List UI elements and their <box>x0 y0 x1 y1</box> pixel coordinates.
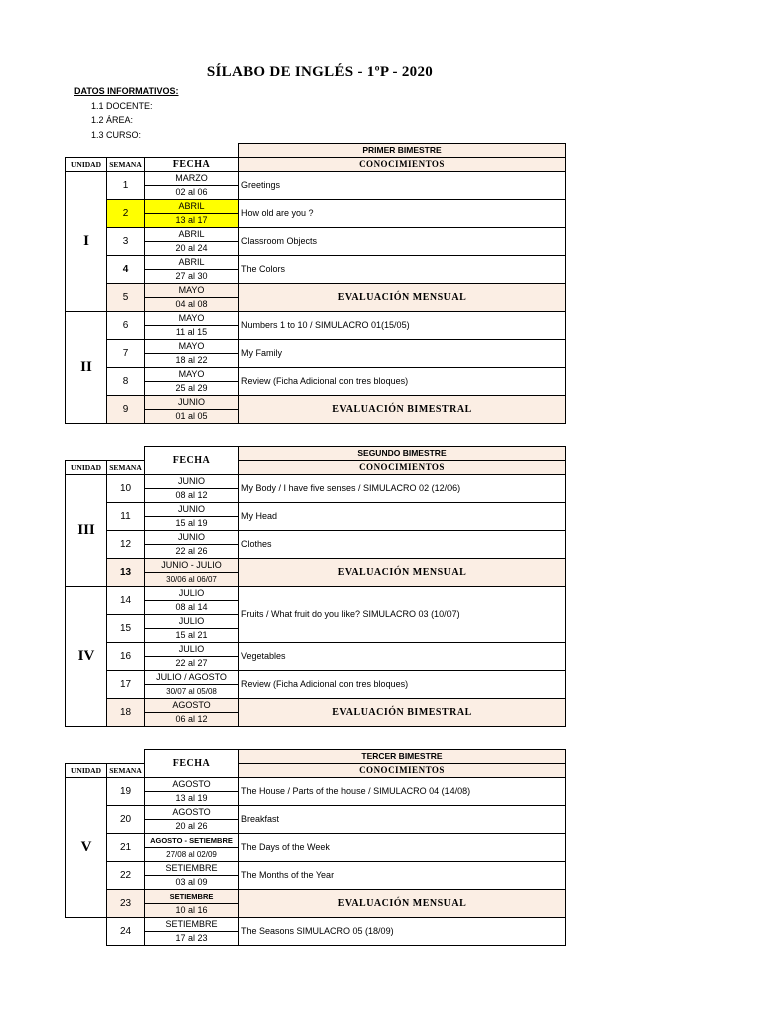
unit-cell: II <box>66 312 107 424</box>
week-number: 12 <box>107 531 145 559</box>
evaluation-label: EVALUACIÓN MENSUAL <box>239 559 566 587</box>
week-number: 4 <box>107 256 145 284</box>
week-month: SETIEMBRE <box>145 862 239 876</box>
week-range: 30/06 al 06/07 <box>145 573 239 587</box>
week-topic: The Colors <box>239 256 566 284</box>
week-topic: Classroom Objects <box>239 228 566 256</box>
week-month: ABRIL <box>145 228 239 242</box>
week-range: 13 al 17 <box>145 214 239 228</box>
week-month: ABRIL <box>145 256 239 270</box>
evaluation-label: EVALUACIÓN MENSUAL <box>239 890 566 918</box>
week-range: 08 al 14 <box>145 601 239 615</box>
week-number: 11 <box>107 503 145 531</box>
evaluation-label: EVALUACIÓN BIMESTRAL <box>239 699 566 727</box>
week-number: 19 <box>107 778 145 806</box>
week-number: 14 <box>107 587 145 615</box>
week-number: 3 <box>107 228 145 256</box>
week-topic: My Body / I have five senses / SIMULACRO 02 (12/06) <box>239 475 566 503</box>
conocimientos-header: CONOCIMIENTOS <box>239 158 566 172</box>
week-month: MAYO <box>145 340 239 354</box>
week-month: AGOSTO - SETIEMBRE <box>145 834 239 848</box>
week-number: 9 <box>107 396 145 424</box>
week-topic: Clothes <box>239 531 566 559</box>
week-number: 16 <box>107 643 145 671</box>
semana-header: SEMANA <box>107 158 145 172</box>
segundo-bimestre-section <box>65 446 566 727</box>
unidad-header: UNIDAD <box>66 158 107 172</box>
document-title: SÍLABO DE INGLÉS - 1ºP - 2020 <box>206 64 434 80</box>
week-number: 23 <box>107 890 145 918</box>
week-range: 22 al 27 <box>145 657 239 671</box>
week-topic: The Seasons SIMULACRO 05 (18/09) <box>239 918 566 946</box>
unidad-header: UNIDAD <box>66 764 107 778</box>
week-range: 18 al 22 <box>145 354 239 368</box>
tercer-bimestre-section <box>65 749 566 946</box>
week-topic: The Months of the Year <box>239 862 566 890</box>
semana-header: SEMANA <box>107 764 145 778</box>
week-range: 15 al 21 <box>145 629 239 643</box>
week-topic: How old are you ? <box>239 200 566 228</box>
week-range: 20 al 24 <box>145 242 239 256</box>
fecha-header: FECHA <box>145 158 239 172</box>
week-range: 15 al 19 <box>145 517 239 531</box>
bimestre-name: TERCER BIMESTRE <box>239 750 566 764</box>
week-range: 25 al 29 <box>145 382 239 396</box>
week-topic: Greetings <box>239 172 566 200</box>
week-range: 13 al 19 <box>145 792 239 806</box>
evaluation-label: EVALUACIÓN MENSUAL <box>239 284 566 312</box>
bimestre-name: SEGUNDO BIMESTRE <box>239 447 566 461</box>
week-month: JUNIO <box>145 396 239 410</box>
unit-cell: IV <box>66 587 107 727</box>
week-number: 2 <box>107 200 145 228</box>
week-topic: Fruits / What fruit do you like? SIMULACRO 03 (10/07) <box>239 587 566 643</box>
week-number: 15 <box>107 615 145 643</box>
bimestre-name: PRIMER BIMESTRE <box>239 144 566 158</box>
conocimientos-header: CONOCIMIENTOS <box>239 461 566 475</box>
week-topic: Breakfast <box>239 806 566 834</box>
week-number: 5 <box>107 284 145 312</box>
week-number: 8 <box>107 368 145 396</box>
week-number: 10 <box>107 475 145 503</box>
week-month: MARZO <box>145 172 239 186</box>
week-month: JUNIO <box>145 475 239 489</box>
fecha-header: FECHA <box>145 447 239 475</box>
week-range: 03 al 09 <box>145 876 239 890</box>
week-number: 21 <box>107 834 145 862</box>
week-topic: My Family <box>239 340 566 368</box>
week-range: 27 al 30 <box>145 270 239 284</box>
fecha-header: FECHA <box>145 750 239 778</box>
week-range: 02 al 06 <box>145 186 239 200</box>
week-month: JULIO <box>145 615 239 629</box>
week-month: AGOSTO <box>145 699 239 713</box>
curso-label: 1.3 CURSO: <box>91 130 142 140</box>
week-month: AGOSTO <box>145 806 239 820</box>
week-topic: Vegetables <box>239 643 566 671</box>
week-range: 30/07 al 05/08 <box>145 685 239 699</box>
week-topic: Review (Ficha Adicional con tres bloques) <box>239 368 566 396</box>
week-topic: The Days of the Week <box>239 834 566 862</box>
week-month: JULIO <box>145 643 239 657</box>
week-number: 20 <box>107 806 145 834</box>
week-topic: The House / Parts of the house / SIMULACRO 04 (14/08) <box>239 778 566 806</box>
week-range: 10 al 16 <box>145 904 239 918</box>
week-number: 22 <box>107 862 145 890</box>
week-range: 20 al 26 <box>145 820 239 834</box>
unidad-header: UNIDAD <box>66 461 107 475</box>
week-range: 22 al 26 <box>145 545 239 559</box>
week-range: 08 al 12 <box>145 489 239 503</box>
tercer-bimestre-table <box>65 749 566 946</box>
area-label: 1.2 ÁREA: <box>91 115 134 125</box>
week-month: JULIO <box>145 587 239 601</box>
week-range: 06 al 12 <box>145 713 239 727</box>
week-range: 04 al 08 <box>145 298 239 312</box>
week-topic: Numbers 1 to 10 / SIMULACRO 01(15/05) <box>239 312 566 340</box>
evaluation-label: EVALUACIÓN BIMESTRAL <box>239 396 566 424</box>
unit-cell: V <box>66 778 107 918</box>
week-number: 13 <box>107 559 145 587</box>
week-month: JUNIO - JULIO <box>145 559 239 573</box>
week-month: ABRIL <box>145 200 239 214</box>
week-number: 18 <box>107 699 145 727</box>
week-number: 1 <box>107 172 145 200</box>
week-topic: Review (Ficha Adicional con tres bloques) <box>239 671 566 699</box>
week-topic: My Head <box>239 503 566 531</box>
week-month: SETIEMBRE <box>145 890 239 904</box>
week-month: MAYO <box>145 312 239 326</box>
week-range: 17 al 23 <box>145 932 239 946</box>
week-number: 7 <box>107 340 145 368</box>
unit-cell: I <box>66 172 107 312</box>
segundo-bimestre-table <box>65 446 566 727</box>
primer-bimestre-section <box>65 143 566 424</box>
semana-header: SEMANA <box>107 461 145 475</box>
conocimientos-header: CONOCIMIENTOS <box>239 764 566 778</box>
week-range: 01 al 05 <box>145 410 239 424</box>
primer-bimestre-table <box>65 143 566 424</box>
week-month: JUNIO <box>145 503 239 517</box>
week-month: AGOSTO <box>145 778 239 792</box>
week-range: 27/08 al 02/09 <box>145 848 239 862</box>
datos-informativos-heading: DATOS INFORMATIVOS: <box>74 86 179 96</box>
week-number: 17 <box>107 671 145 699</box>
week-number: 6 <box>107 312 145 340</box>
week-range: 11 al 15 <box>145 326 239 340</box>
week-month: MAYO <box>145 368 239 382</box>
week-month: JULIO / AGOSTO <box>145 671 239 685</box>
unit-cell: III <box>66 475 107 587</box>
week-month: SETIEMBRE <box>145 918 239 932</box>
week-month: JUNIO <box>145 531 239 545</box>
week-month: MAYO <box>145 284 239 298</box>
week-number: 24 <box>107 918 145 946</box>
docente-label: 1.1 DOCENTE: <box>91 101 153 111</box>
